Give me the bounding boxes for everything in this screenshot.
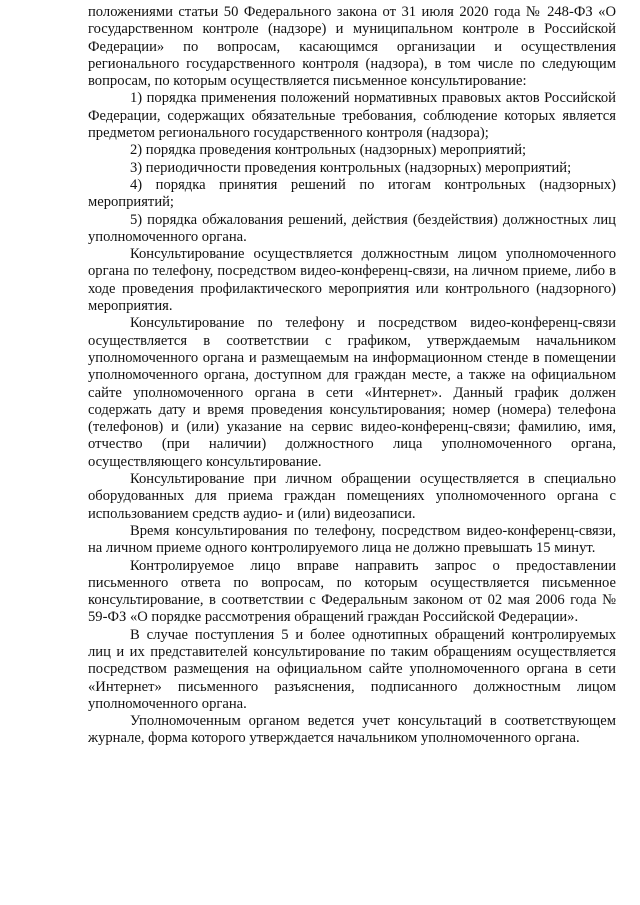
paragraph: 4) порядка принятия решений по итогам контрольных (надзорных) мероприятий; [88,176,616,211]
paragraph: Консультирование при личном обращении осуществляется в специально оборудованных для приема граждан помещениях уполномоченного органа с использованием средств аудио- и (или) видеозаписи. [88,471,616,522]
paragraph: Консультирование по телефону и посредством видео-конференц-связи осуществляется в соответствии с графиком, утверждаемым начальником уполномоченного органа и размещаемым на информационном стенде в помещении уполномоченного органа, доступном для граждан месте, а также на официальном сайте уполномоченного органа в сети «Интернет». Данный график должен содержать дату и время проведения консультирования; номер (номера) телефона (телефонов) и (или) указание на сервис видео-конференц-связи; фамилию, имя, отчество (при наличии) должностного лица уполномоченного органа, осуществляющего консультирование. [88,315,616,470]
document-page [88,4,616,748]
paragraph: Консультирование осуществляется должностным лицом уполномоченного органа по телефону, посредством видео-конференц-связи, на личном приеме, либо в ходе проведения профилактического мероприятия или контрольного (надзорного) мероприятия. [88,246,616,315]
paragraph: В случае поступления 5 и более однотипных обращений контролируемых лиц и их представителей консультирование по таким обращениям осуществляется посредством размещения на официальном сайте уполномоченного органа в сети «Интернет» письменного разъяснения, подписанного должностным лицом уполномоченного органа. [88,626,616,712]
paragraph: Время консультирования по телефону, посредством видео-конференц-связи, на личном приеме одного контролируемого лица не должно превышать 15 минут. [88,522,616,557]
paragraph: Контролируемое лицо вправе направить запрос о предоставлении письменного ответа по вопросам, по которым осуществляется письменное консультирование, в соответствии с Федеральным законом от 02 мая 2006 года № 59-ФЗ «О порядке рассмотрения обращений граждан Российской Федерации». [88,557,616,626]
paragraph: 2) порядка проведения контрольных (надзорных) мероприятий; [130,142,527,159]
paragraph: положениями статьи 50 Федерального закона от 31 июля 2020 года № 248-ФЗ «О государственном контроле (надзоре) и муниципальном контроле в Российской Федерации» по вопросам, касающимся организации и осуществления регионального государственного контроля (надзора), в том числе по следующим вопросам, по которым осуществляется письменное консультирование: [88,4,616,90]
paragraph: 3) периодичности проведения контрольных (надзорных) мероприятий; [130,159,572,176]
paragraph: Уполномоченным органом ведется учет консультаций в соответствующем журнале, форма которого утверждается начальником уполномоченного органа. [88,713,616,747]
paragraph: 5) порядка обжалования решений, действия (бездействия) должностных лиц уполномоченного органа. [88,211,616,245]
paragraph: 1) порядка применения положений нормативных правовых актов Российской Федерации, содержащих обязательные требования, соблюдение которых является предметом регионального государственного контроля (надзора); [88,90,616,142]
